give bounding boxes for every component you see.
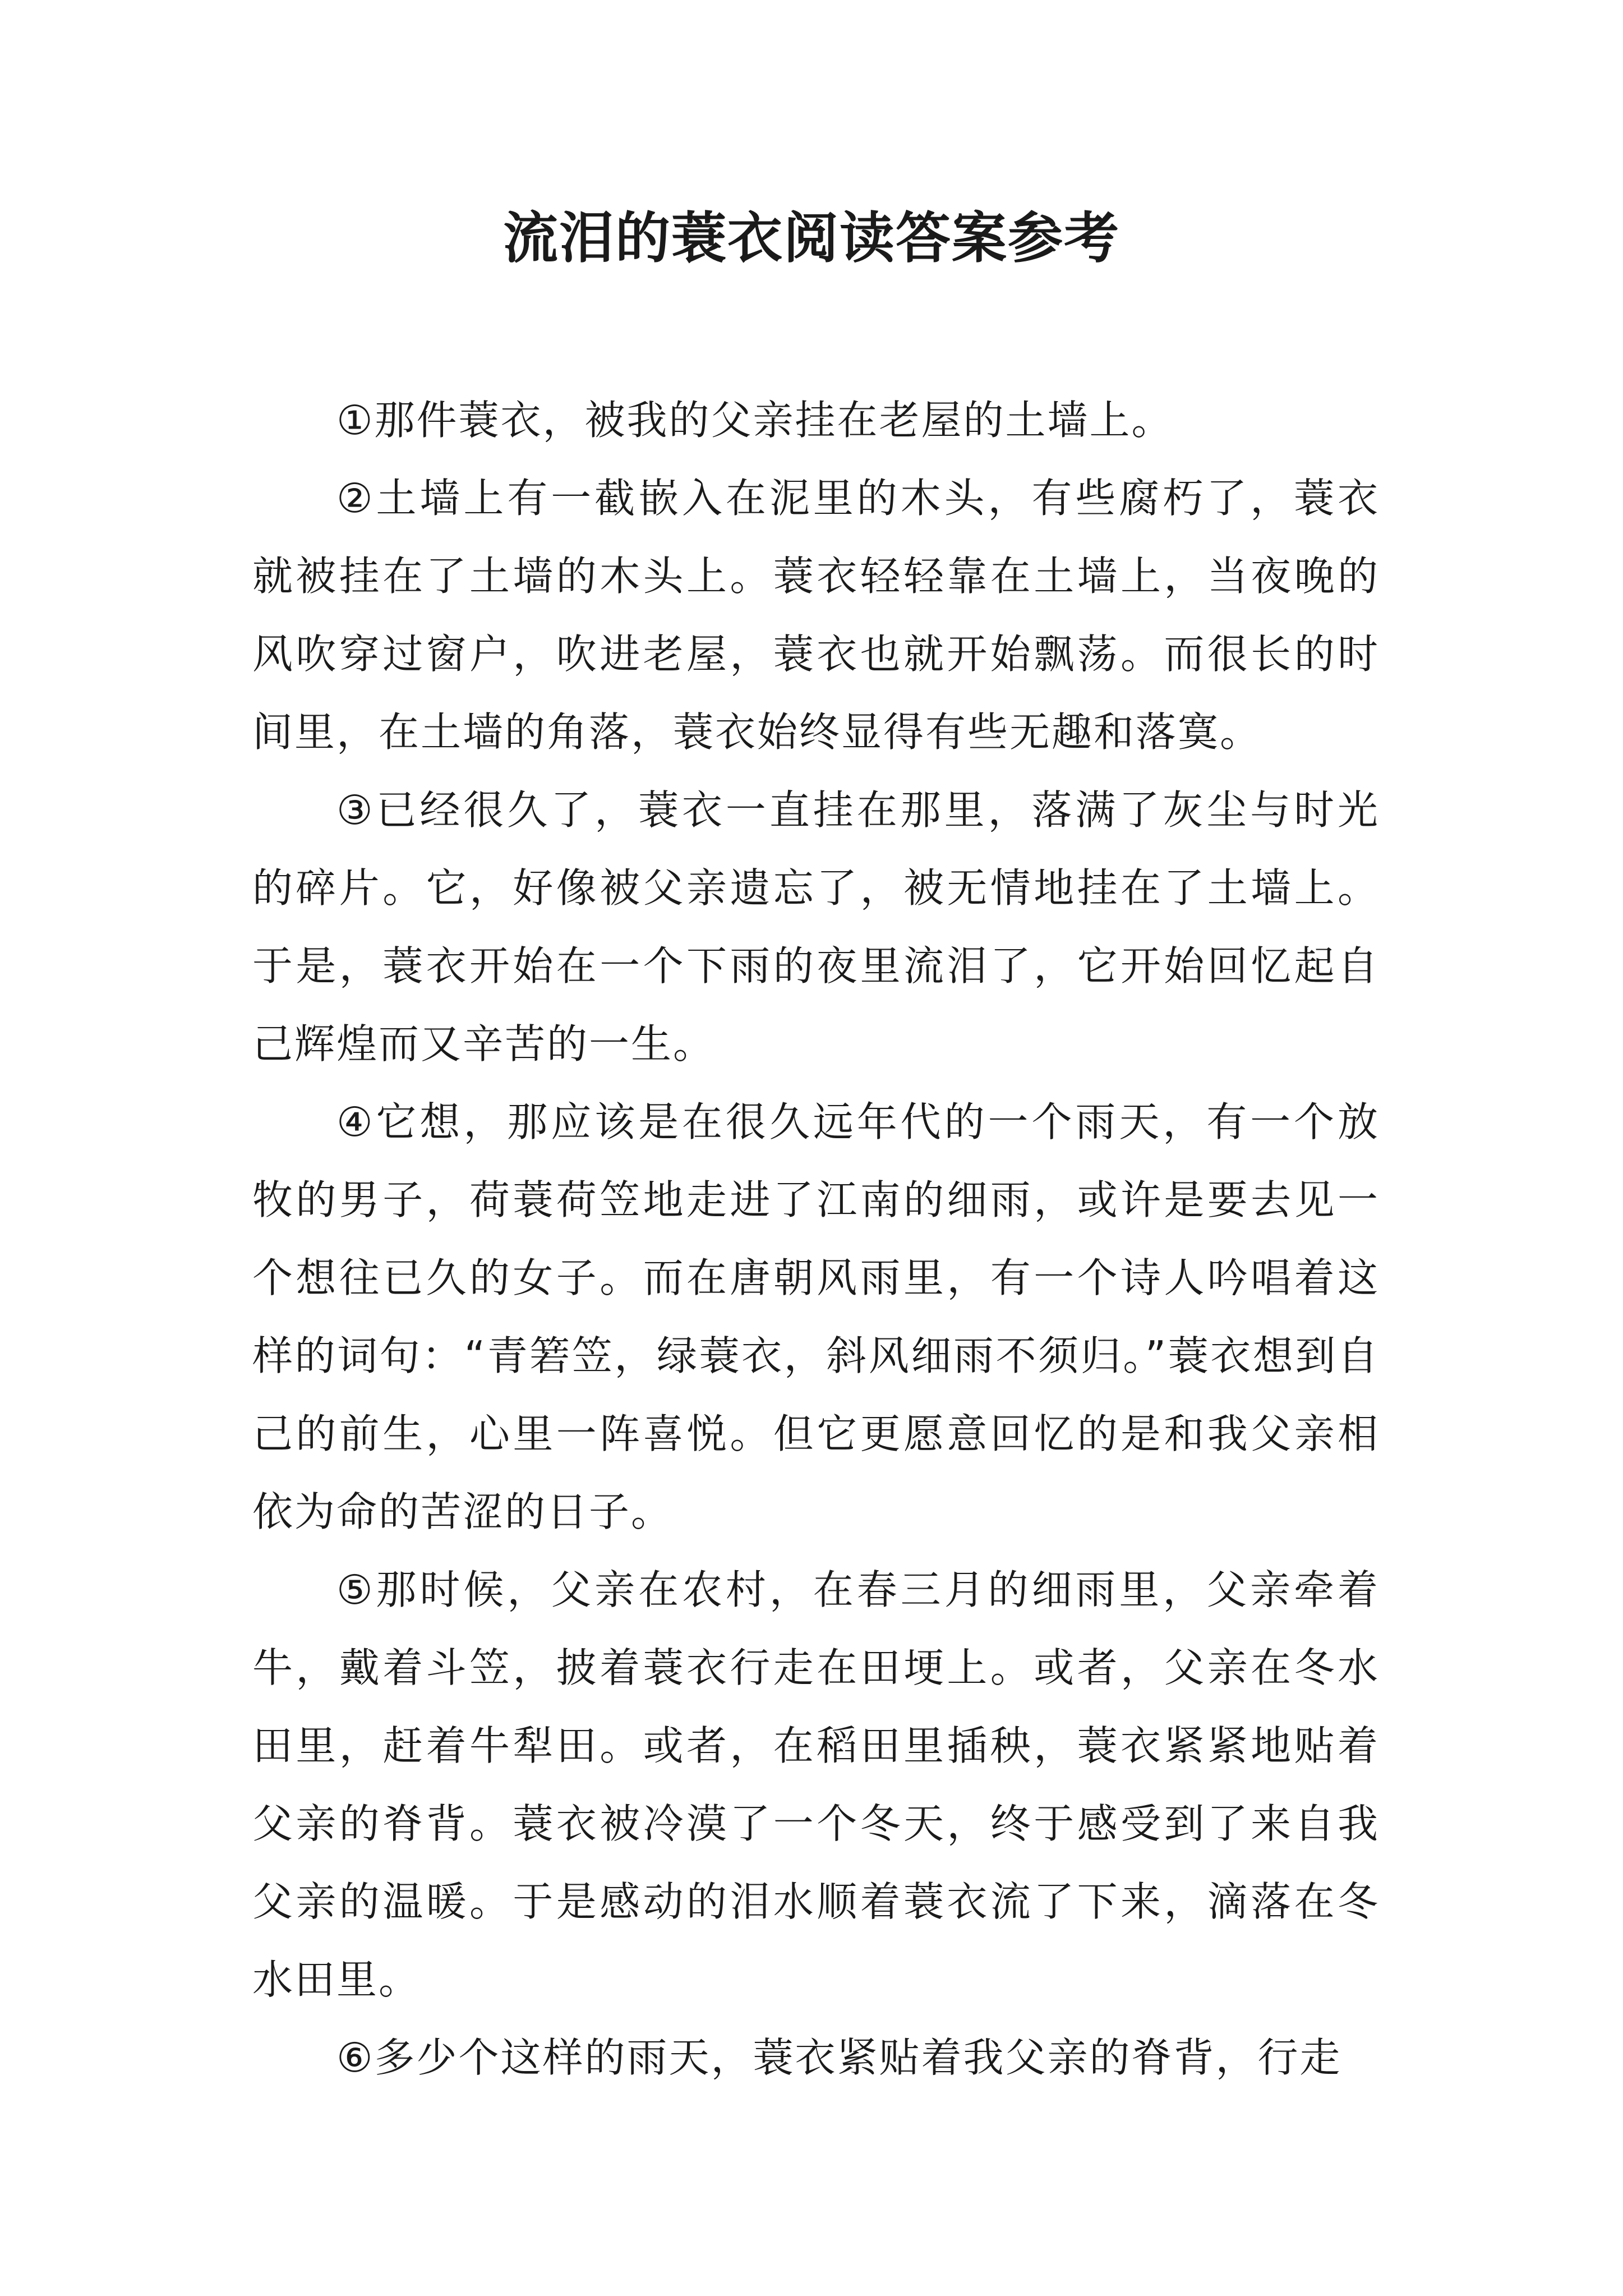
- paragraph-2: ②土墙上有一截嵌入在泥里的木头，有些腐朽了，蓑衣就被挂在了土墙的木头上。蓑衣轻轻靠在土墙上，当夜晚的风吹穿过窗户，吹进老屋，蓑衣也就开始飘荡。而很长的时间里，在土墙的角落，蓑衣始终显得有些无趣和落寞。: [252, 475, 1380, 756]
- paragraph-4: ④它想，那应该是在很久远年代的一个雨天，有一个放牧的男子，荷蓑荷笠地走进了江南的细雨，或许是要去见一个想往已久的女子。而在唐朝风雨里，有一个诗人吟唱着这样的词句：“青箬笠，绿蓑衣，斜风细雨不须归。”蓑衣想到自己的前生，心里一阵喜悦。但它更愿意回忆的是和我父亲相依为命的苦涩的日子。: [252, 1098, 1380, 1535]
- paragraph-3: ③已经很久了，蓑衣一直挂在那里，落满了灰尘与时光的碎片。它，好像被父亲遗忘了，被无情地挂在了土墙上。于是，蓑衣开始在一个下雨的夜里流泪了，它开始回忆起自己辉煌而又辛苦的一生。: [252, 786, 1380, 1068]
- paragraph-6: ⑥多少个这样的雨天，蓑衣紧贴着我父亲的脊背，行走: [336, 2034, 1342, 2081]
- document-body: [252, 381, 1380, 2097]
- paragraph-5: ⑤那时候，父亲在农村，在春三月的细雨里，父亲牵着牛，戴着斗笠，披着蓑衣行走在田埂上。或者，父亲在冬水田里，赶着牛犁田。或者，在稻田里插秧，蓑衣紧紧地贴着父亲的脊背。蓑衣被冷漠了一个冬天，终于感受到了来自我父亲的温暖。于是感动的泪水顺着蓑衣流了下来，滴落在冬水田里。: [252, 1566, 1380, 2003]
- document-title: 流泪的蓑衣阅读答案参考: [502, 206, 1120, 270]
- paragraph-1: ①那件蓑衣，被我的父亲挂在老屋的土墙上。: [336, 397, 1174, 444]
